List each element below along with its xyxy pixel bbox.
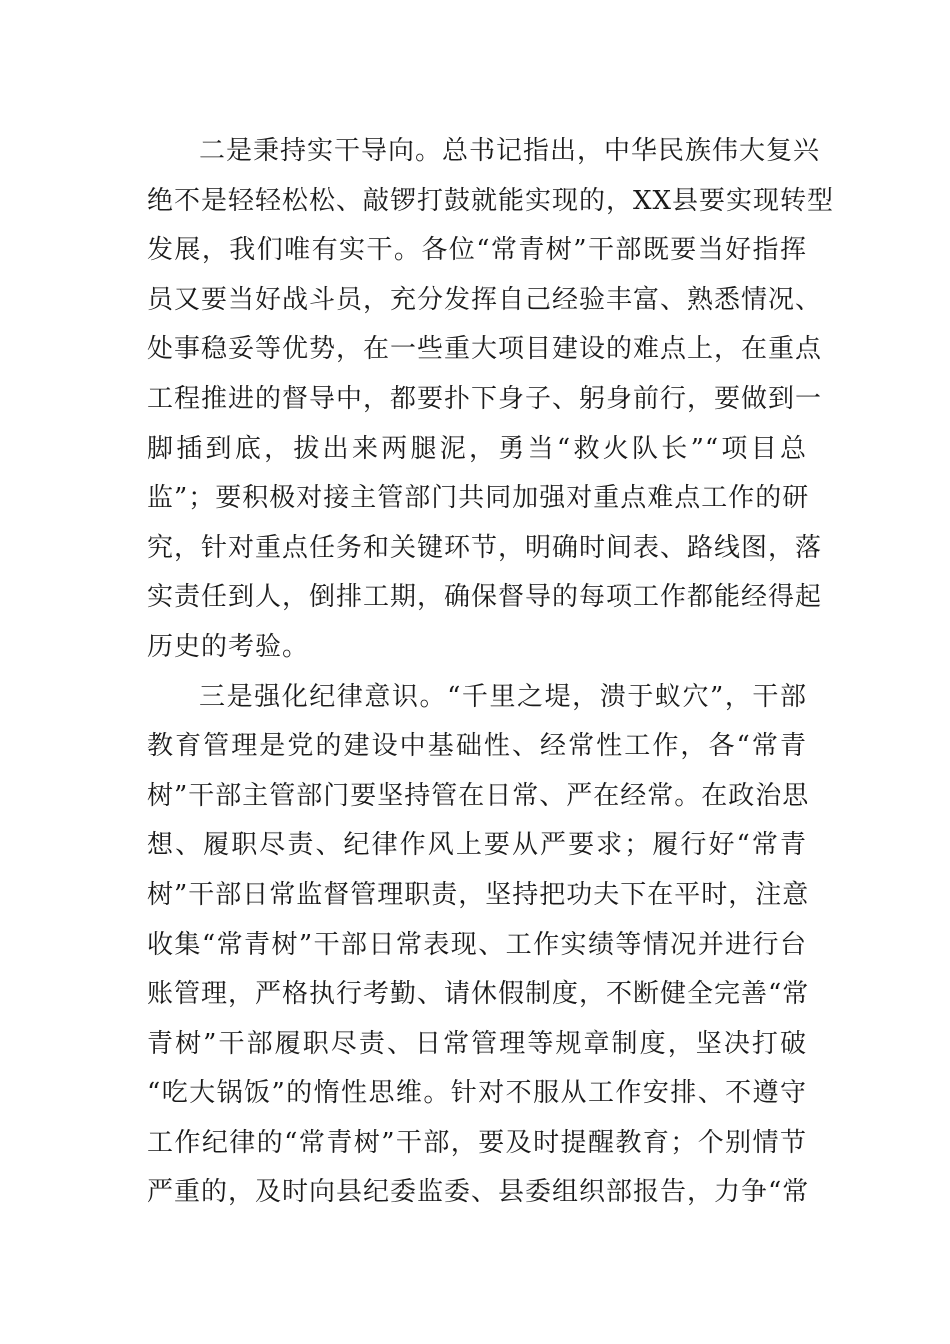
text-line: 收集“常青树”干部日常表现、工作实绩等情况并进行台 — [147, 929, 807, 960]
text-line: 员又要当好战斗员，充分发挥自己经验丰富、熟悉情况、 — [147, 284, 823, 315]
text-line: 青树”干部履职尽责、日常管理等规章制度，坚决打破 — [147, 1028, 807, 1059]
text-line: 教育管理是党的建设中基础性、经常性工作，各“常青 — [147, 731, 807, 762]
text-line: 想、履职尽责、纪律作风上要从严要求；履行好“常青 — [147, 830, 807, 861]
text-line: 二是秉持实干导向。总书记指出，中华民族伟大复兴 — [199, 136, 821, 166]
text-line: 工程推进的督导中，都要扑下身子、躬身前行，要做到一 — [147, 383, 823, 414]
text-line: 树”干部主管部门要坚持管在日常、严在经常。在政治思 — [147, 780, 810, 811]
text-line: 三是强化纪律意识。“千里之堤，溃于蚁穴”，干部 — [199, 681, 807, 712]
text-line: 发展，我们唯有实干。各位“常青树”干部既要当好指挥 — [147, 235, 807, 266]
text-line: 实责任到人，倒排工期，确保督导的每项工作都能经得起 — [147, 582, 823, 613]
text-line: 究，针对重点任务和关键环节，明确时间表、路线图，落 — [147, 532, 823, 563]
text-line: 历史的考验。 — [147, 631, 310, 662]
document-body — [147, 127, 835, 1218]
text-line: 处事稳妥等优势，在一些重大项目建设的难点上，在重点 — [147, 334, 823, 365]
text-line: 账管理，严格执行考勤、请休假制度，不断健全完善“常 — [147, 979, 810, 1010]
text-line: 绝不是轻轻松松、敲锣打鼓就能实现的，XX县要实现转型 — [147, 185, 835, 216]
text-line: 树”干部日常监督管理职责，坚持把功夫下在平时，注意 — [147, 879, 810, 910]
text-line: 严重的，及时向县纪委监委、县委组织部报告，力争“常 — [147, 1177, 810, 1208]
text-line: “吃大锅饭”的惰性思维。针对不服从工作安排、不遵守 — [147, 1078, 807, 1109]
paragraph — [147, 127, 835, 673]
paragraph — [147, 673, 810, 1219]
text-line: 监”；要积极对接主管部门共同加强对重点难点工作的研 — [147, 483, 810, 514]
text-line: 脚插到底，拔出来两腿泥，勇当“救火队长”“项目总 — [147, 433, 807, 464]
text-line: 工作纪律的“常青树”干部，要及时提醒教育；个别情节 — [147, 1127, 807, 1158]
